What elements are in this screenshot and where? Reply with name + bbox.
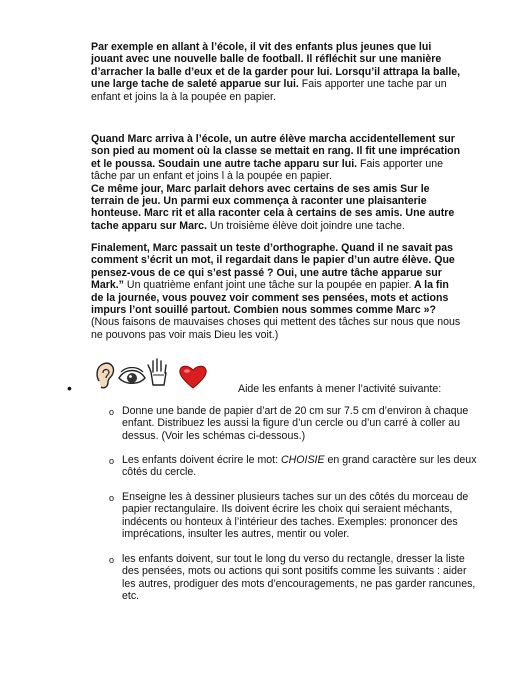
paragraph-bold-text: Quand Marc arriva à l’école, un autre élève marcha accidentellement sur son pied au moment où la classe se mettait en rang. Il fit une imprécation et le poussa. Soudain une autre tache apparu sur lui.: [91, 133, 461, 170]
paragraph-note: (Nous faisons de mauvaises choses qui mettent des tâches sur nous que nous ne pouvons pas voir mais Dieu les voit.): [91, 316, 461, 341]
paragraph-bold-text: Finalement, Marc passait un teste d’orthographe. Quand il ne savait pas comment s’écrit un mot, il regardait dans le papier d’un autre élève. Que pensez-vous de ce qui s’est passé ? Oui, une autre tâche apparue sur Mark.”: [91, 242, 455, 292]
bullet-mark: •: [67, 380, 72, 396]
paragraph-bold-text: Ce même jour, Marc parlait dehors avec certains de ses amis Sur le terrain de jeu. Un parmi eux commença à raconter une plaisanterie honteuse. Marc rit et alla raconter cela à certains de ses amis. Une autre tache apparu sur Marc.: [91, 182, 455, 232]
list-marker: o: [109, 555, 115, 565]
paragraph-ball-story: [91, 41, 463, 103]
list-marker: o: [109, 456, 115, 466]
heart-icon: [178, 364, 208, 390]
activity-lead-text: Aide les enfants à mener l’activité suivante:: [238, 383, 442, 395]
list-item-text: Donne une bande de papier d’art de 20 cm sur 7.5 cm d’environ à chaque enfant. Distribuez les aussi la figure d’un cercle ou d’un carré à coller au dessus. (Voir les schémas ci-dessous.): [122, 405, 469, 442]
list-item-text: les enfants doivent, sur tout le long du verso du rectangle, dresser la liste des pensées, mots ou actions qui sont positifs comme les suivants : aider les autres, prodiguer des mots d’encouragements, ne pas garder rancunes, etc.: [122, 553, 476, 603]
paragraph-instruction: Fais apporter une tache par un enfant et joins la à la poupée en papier.: [91, 78, 447, 103]
senses-icons-row: [67, 357, 487, 397]
list-item-text: [122, 454, 480, 479]
list-item-text-part: Les enfants doivent écrire le mot:: [122, 454, 281, 466]
paragraph-instruction: Fais apporter une tâche par un enfant et joins l à la poupée en papier.: [91, 157, 444, 183]
paragraph-instruction: Un quatrième enfant joint une tâche sur la poupée en papier.: [123, 279, 412, 292]
list-item-text-part: en grand caractère sur les deux côtés du cercle.: [122, 454, 477, 479]
paragraph-instruction: Un troisième élève doit joindre une tache.: [206, 219, 405, 232]
paragraph-school-story: [91, 133, 463, 232]
ear-icon: [94, 361, 116, 391]
hand-icon: [146, 357, 170, 387]
eye-icon: [117, 367, 147, 387]
paragraph-bold-text: A la fin de la journée, vous pouvez voir comment ses pensées, mots et actions impurs l’ont souillé partout. Combien nous sommes comme Marc »?: [91, 279, 449, 317]
list-marker: o: [109, 407, 115, 417]
list-marker: o: [109, 493, 115, 503]
list-item-text: Enseigne les à dessiner plusieurs taches sur un des côtés du morceau de papier rectangulaire. Ils doivent écrire les choix qui seraient méchants, indécents ou honteux à l’intérieur des taches. Exemples: prononcer des imprécations, insulter les autres, mentir ou voler.: [122, 491, 469, 541]
emphasized-word: CHOISIE: [281, 454, 325, 466]
paragraph-spelling-test-story: [91, 242, 463, 341]
paragraph-bold-text: Par exemple en allant à l’école, il vit des enfants plus jeunes que lui jouant avec une nouvelle balle de football. Il réfléchit sur une manière d’arracher la balle d’eux et de la garder pour lui. Lorsqu’il attrapa la balle, une large tache de saleté apparue sur lui.: [91, 41, 461, 91]
